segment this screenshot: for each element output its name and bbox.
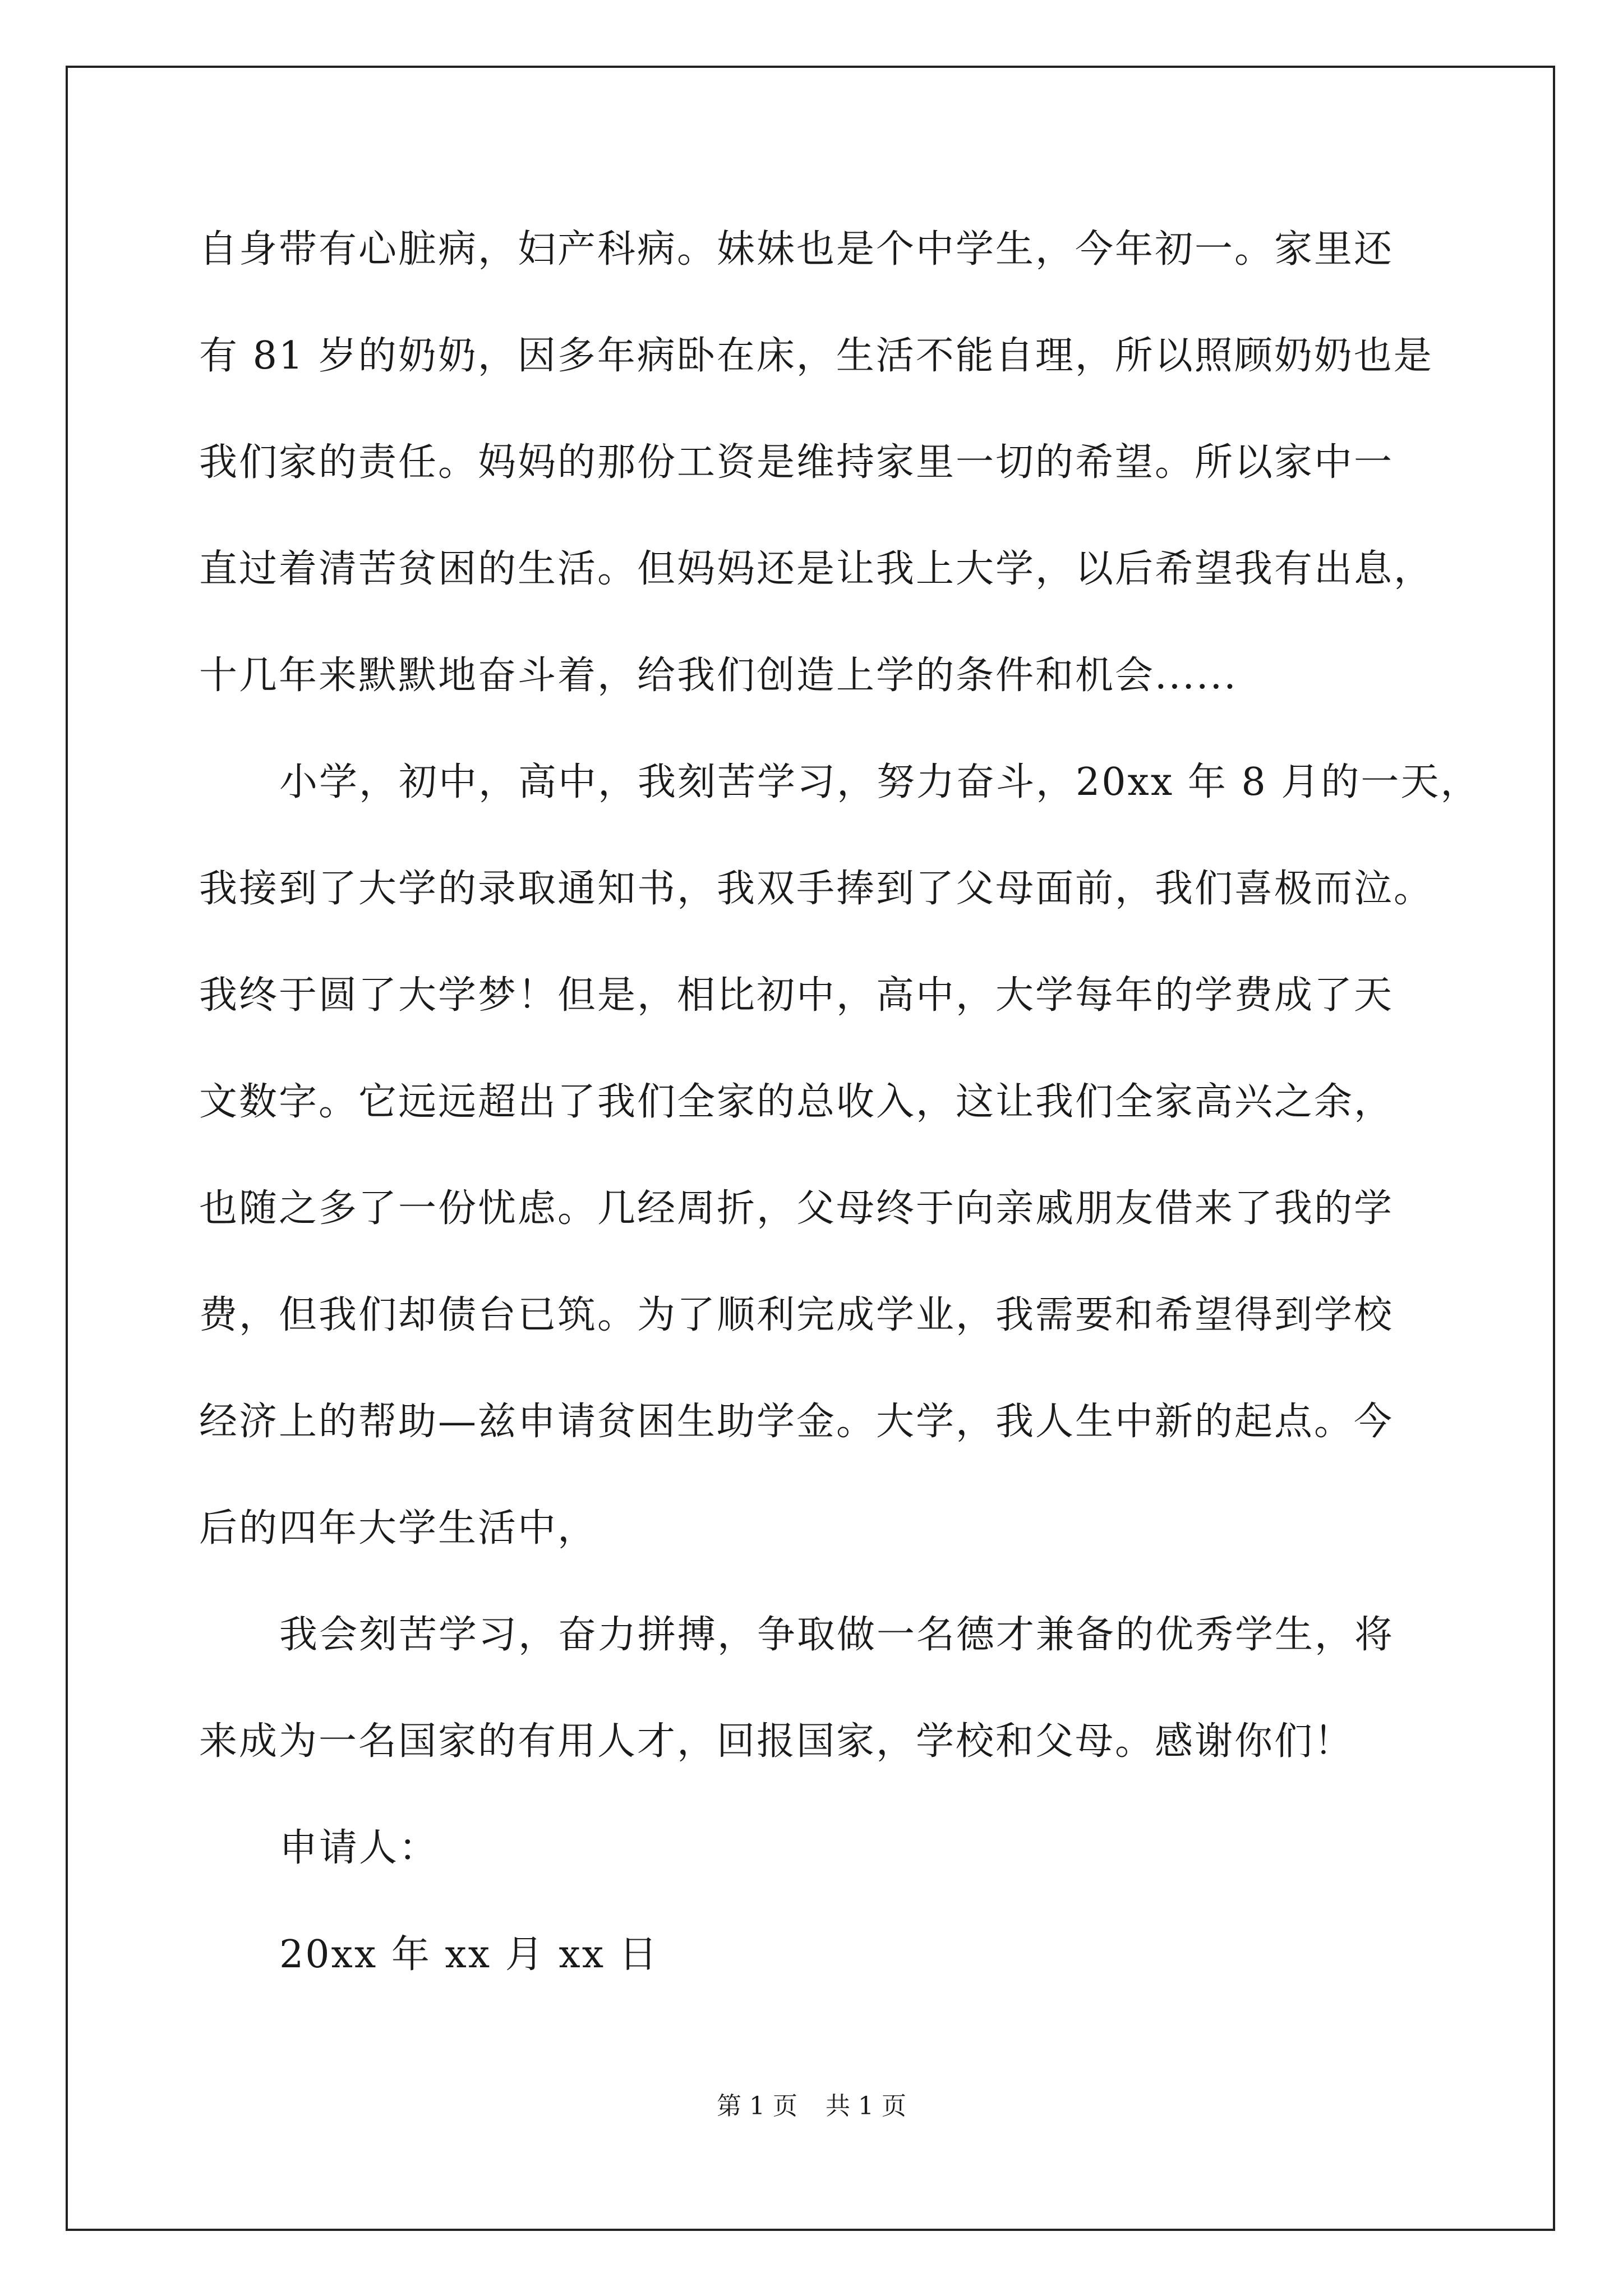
text-line: 经济上的帮助—兹申请贫困生助学金。大学，我人生中新的起点。今 [199,1400,1394,1444]
text-line: 自身带有心脏病，妇产科病。妹妹也是个中学生，今年初一。家里还 [199,227,1394,272]
text-line: 十几年来默默地奋斗着，给我们创造上学的条件和机会...... [199,654,1238,698]
text-line: 费，但我们却债台已筑。为了顺利完成学业，我需要和希望得到学校 [199,1293,1394,1337]
text-line: 后的四年大学生活中， [199,1506,598,1550]
applicant-label: 申请人： [279,1826,439,1870]
text-line: 来成为一名国家的有用人才，回报国家，学校和父母。感谢你们！ [199,1719,1354,1764]
text-line: 有 81 岁的奶奶，因多年病卧在床，生活不能自理，所以照顾奶奶也是 [199,334,1433,378]
text-line: 我终于圆了大学梦！但是，相比初中，高中，大学每年的学费成了天 [199,973,1394,1018]
page-total: 共 1 页 [826,2092,906,2120]
text-line: 我接到了大学的录取通知书，我双手捧到了父母面前，我们喜极而泣。 [199,867,1434,911]
text-line: 也随之多了一份忧虑。几经周折，父母终于向亲戚朋友借来了我的学 [199,1186,1394,1231]
date-line: 20xx 年 xx 月 xx 日 [279,1932,659,1977]
text-line: 文数字。它远远超出了我们全家的总收入，这让我们全家高兴之余， [199,1080,1394,1124]
paragraph-start-line: 我会刻苦学习，奋力拼搏，争取做一名德才兼备的优秀学生，将 [279,1613,1395,1657]
text-line: 我们家的责任。妈妈的那份工资是维持家里一切的希望。所以家中一 [199,440,1394,485]
page-footer [0,2090,1623,2123]
text-line: 直过着清苦贫困的生活。但妈妈还是让我上大学，以后希望我有出息， [199,547,1434,591]
page-number: 第 1 页 [717,2092,797,2120]
document-body [199,210,1481,2022]
paragraph-start-line: 小学，初中，高中，我刻苦学习，努力奋斗，20xx 年 8 月的一天， [279,760,1481,804]
